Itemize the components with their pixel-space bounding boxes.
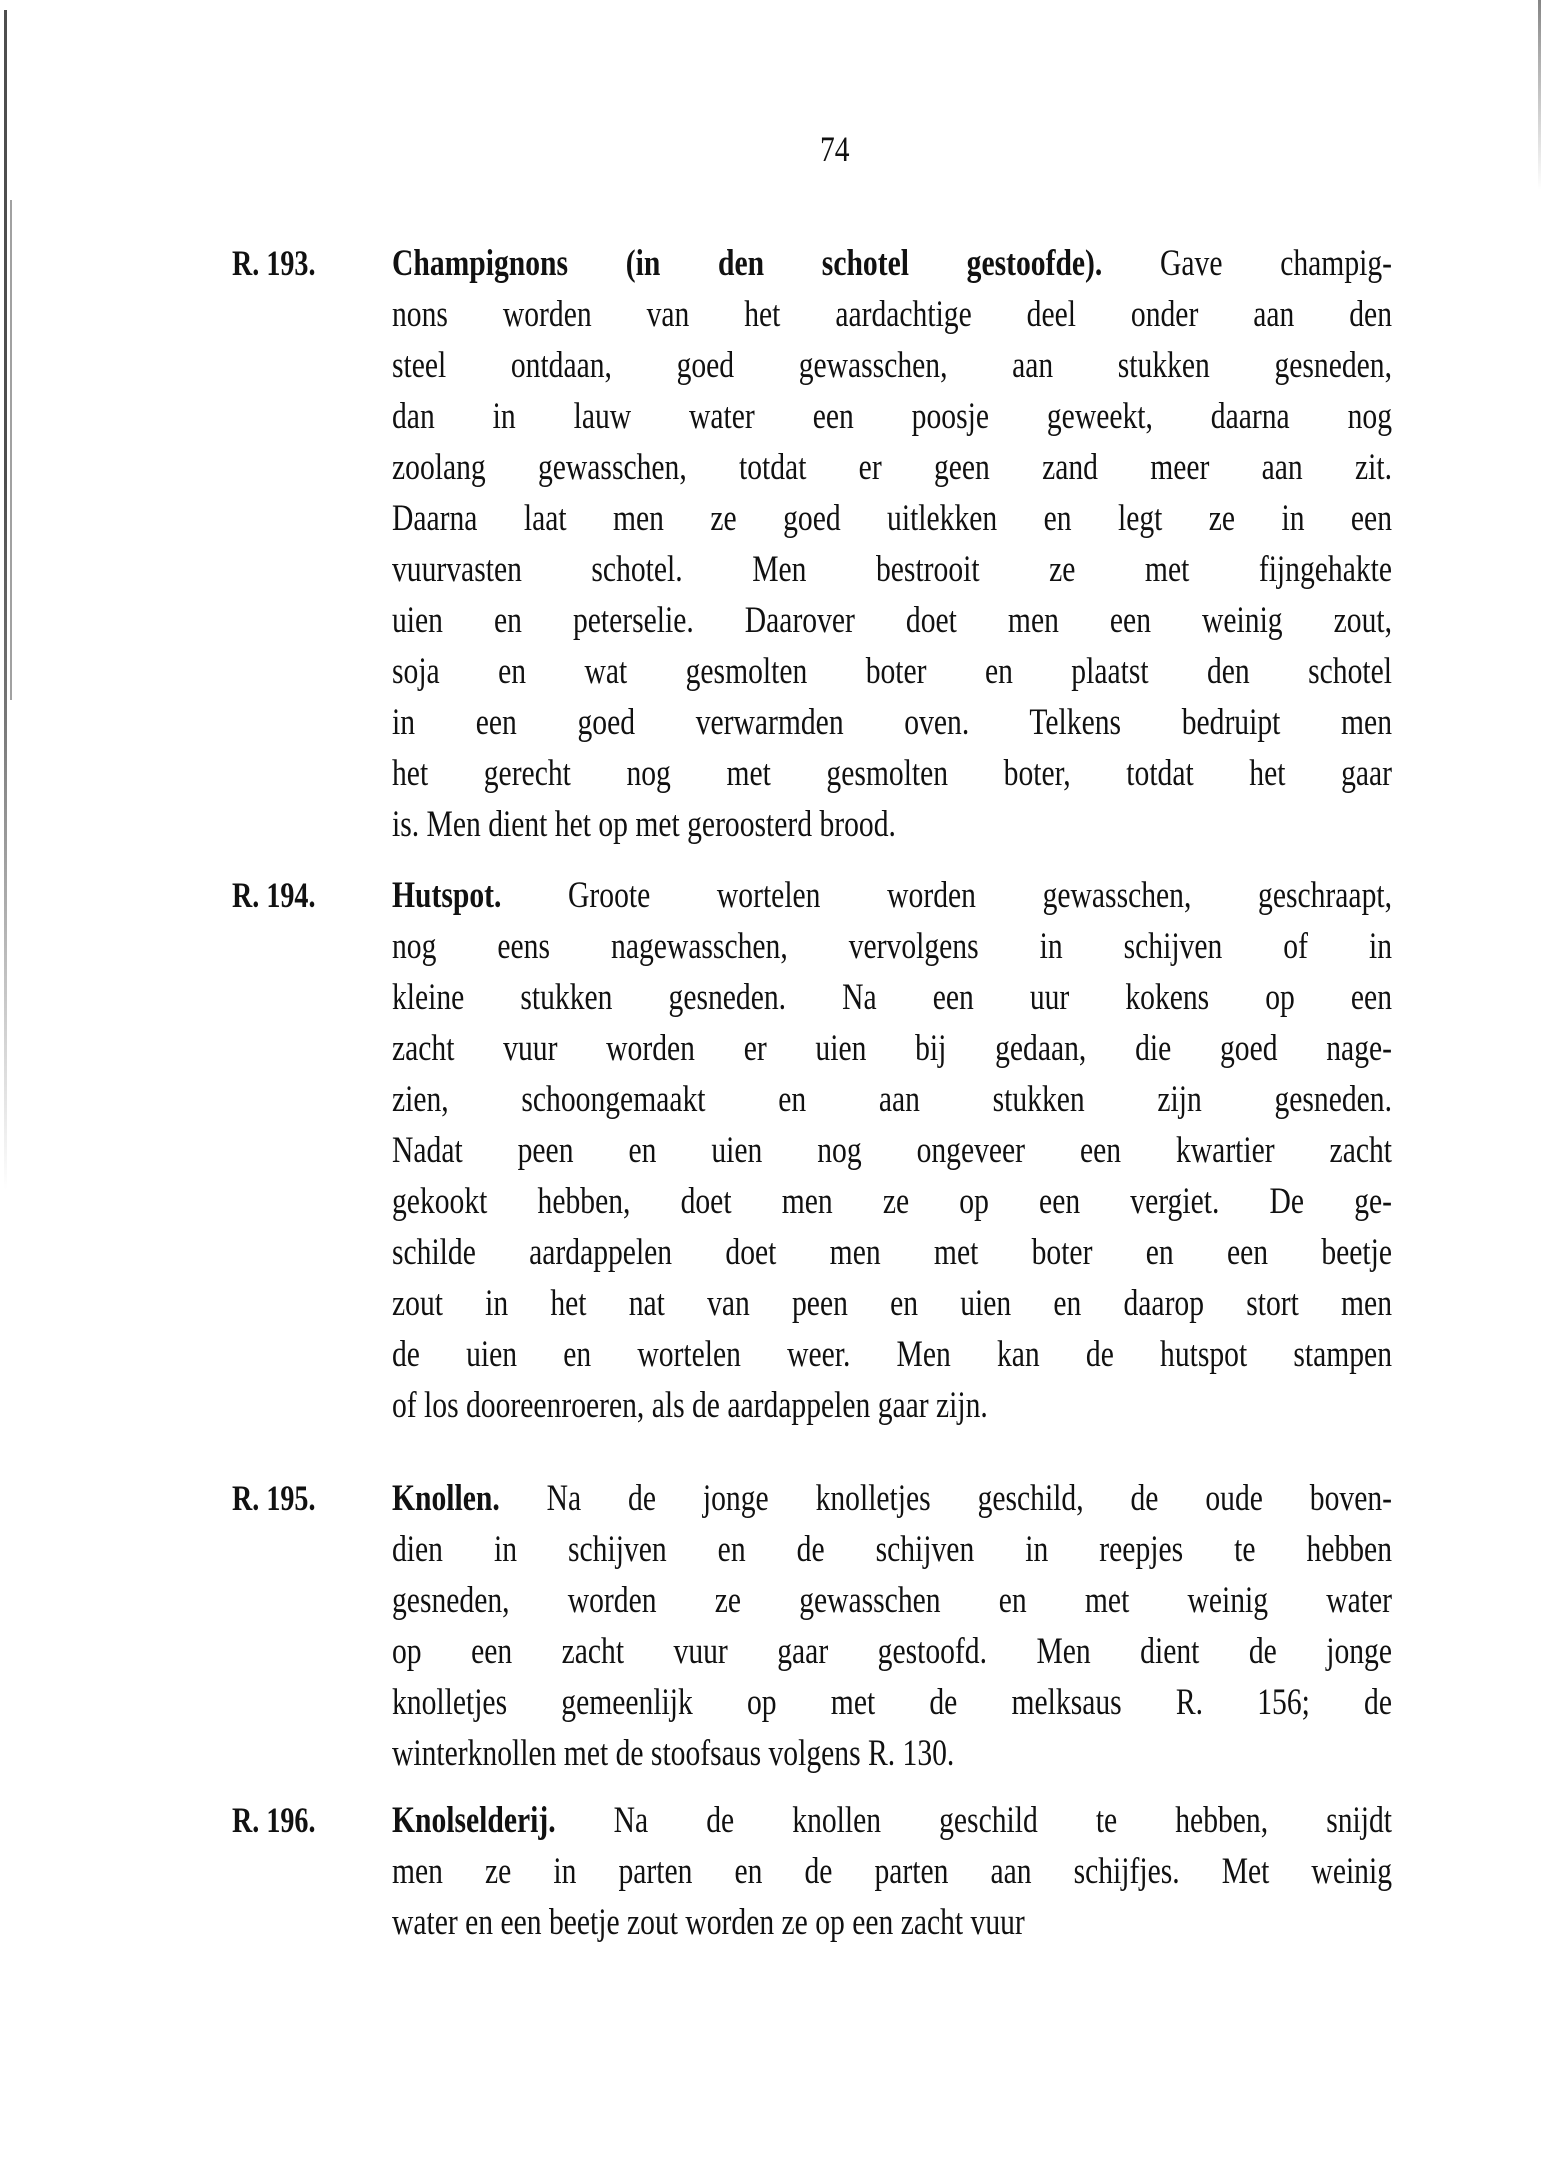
recipe-text: schilde aardappelen doet men met boter en een beetje [392,1232,1392,1273]
text-line-content [392,1524,1392,1575]
text-line [392,391,1392,442]
text-line [392,1176,1392,1227]
text-line [392,646,1392,697]
recipe-text: men ze in parten en de parten aan schijfjes. Met weinig [392,1851,1392,1892]
text-line-content [392,1728,1392,1779]
text-line [392,799,1392,850]
recipe-text: Na de knollen geschild te hebben, snijdt [555,1800,1392,1841]
text-line-content [392,870,1392,921]
text-line-content [392,1380,1392,1431]
text-line [392,972,1392,1023]
scan-edge-artifact-left-inner [10,200,12,700]
text-line-content [392,238,1392,289]
recipe-text: Groote wortelen worden gewasschen, geschraapt, [501,875,1392,916]
text-line [392,1278,1392,1329]
recipe-text: is. Men dient het op met geroosterd brood. [392,804,896,845]
page-number-text: 74 [820,129,850,169]
text-line [392,340,1392,391]
text-line-content [392,1677,1392,1728]
text-line-content [392,1575,1392,1626]
recipe-number: R. 193. [232,243,316,283]
text-line-content [392,1074,1392,1125]
text-line-content [392,1846,1392,1897]
text-line-content [392,391,1392,442]
recipe-title: Knolselderij. [392,1800,556,1841]
recipe-text: winterknollen met de stoofsaus volgens R. 130. [392,1733,955,1774]
text-line [392,1329,1392,1380]
text-line [392,1846,1392,1897]
text-line [392,921,1392,972]
text-line [392,238,1392,289]
recipe-text: nons worden van het aardachtige deel onder aan den [392,294,1392,335]
text-line [392,1023,1392,1074]
recipe-text: zoolang gewasschen, totdat er geen zand meer aan zit. [392,447,1392,488]
recipe-number: R. 194. [232,875,316,915]
text-line [392,1677,1392,1728]
page-number [150,128,1417,170]
text-line-content [392,697,1392,748]
recipe-text: uien en peterselie. Daarover doet men een weinig zout, [392,600,1392,641]
text-line-content [392,1176,1392,1227]
text-line [392,1575,1392,1626]
recipe-text: de uien en wortelen weer. Men kan de hutspot stampen [392,1334,1392,1375]
recipe-text: steel ontdaan, goed gewasschen, aan stukken gesneden, [392,345,1392,386]
recipe-body [392,1795,1392,1948]
text-line [392,697,1392,748]
text-line [392,1524,1392,1575]
recipe-text: dien in schijven en de schijven in reepjes te hebben [392,1529,1392,1570]
text-line-content [392,1125,1392,1176]
text-line-content [392,493,1392,544]
recipe-text: Daarna laat men ze goed uitlekken en legt ze in een [392,498,1392,539]
text-line-content [392,340,1392,391]
text-line-content [392,748,1392,799]
text-line-content [392,646,1392,697]
text-line-content [392,1795,1392,1846]
recipe-number: R. 195. [232,1478,316,1518]
recipe-body [392,238,1392,850]
recipe-title: Champignons (in den schotel gestoofde). [392,243,1103,284]
text-line-content [392,972,1392,1023]
recipe-text: zien, schoongemaakt en aan stukken zijn gesneden. [392,1079,1392,1120]
recipe-text: op een zacht vuur gaar gestoofd. Men dient de jonge [392,1631,1392,1672]
text-line-content [392,442,1392,493]
recipe-text: zacht vuur worden er uien bij gedaan, die goed nage- [392,1028,1392,1069]
recipe-text: gesneden, worden ze gewasschen en met weinig water [392,1580,1392,1621]
scan-edge-artifact-right [1538,0,1541,190]
recipe-text: Na de jonge knolletjes geschild, de oude boven- [499,1478,1392,1519]
recipe-text: Nadat peen en uien nog ongeveer een kwartier zacht [392,1130,1392,1171]
text-line [392,748,1392,799]
recipe-body [392,1473,1392,1779]
text-line-content [392,1897,1392,1948]
text-line [392,870,1392,921]
text-line [392,442,1392,493]
text-line-content [392,1473,1392,1524]
text-line [392,1074,1392,1125]
text-line-content [392,1227,1392,1278]
text-line-content [392,595,1392,646]
text-line [392,1897,1392,1948]
text-line-content [392,1329,1392,1380]
recipe-text: of los dooreenroeren, als de aardappelen gaar zijn. [392,1385,988,1426]
recipe-text: dan in lauw water een poosje geweekt, daarna nog [392,396,1392,437]
recipe-text: water en een beetje zout worden ze op een zacht vuur [392,1902,1025,1943]
recipe-text: soja en wat gesmolten boter en plaatst den schotel [392,651,1392,692]
recipe-title: Knollen. [392,1478,500,1519]
text-line-content [392,921,1392,972]
text-line-content [392,1626,1392,1677]
text-line-content [392,1023,1392,1074]
text-line-content [392,289,1392,340]
text-line [392,493,1392,544]
recipe-text: zout in het nat van peen en uien en daarop stort men [392,1283,1392,1324]
text-line [392,1227,1392,1278]
text-line [392,1125,1392,1176]
recipe-text: gekookt hebben, doet men ze op een vergiet. De ge- [392,1181,1392,1222]
recipe-text: het gerecht nog met gesmolten boter, totdat het gaar [392,753,1392,794]
text-line [392,595,1392,646]
text-line [392,1795,1392,1846]
recipe-text: knolletjes gemeenlijk op met de melksaus R. 156; de [392,1682,1392,1723]
recipe-number: R. 196. [232,1800,316,1840]
recipe-text: nog eens nagewasschen, vervolgens in schijven of in [392,926,1392,967]
scan-edge-artifact-left [4,10,7,1190]
text-line-content [392,544,1392,595]
text-line [392,1380,1392,1431]
text-line [392,1626,1392,1677]
text-line [392,1728,1392,1779]
recipe-text: Gave champig- [1102,243,1392,284]
text-line [392,289,1392,340]
recipe-body [392,870,1392,1431]
text-line [392,1473,1392,1524]
text-line [392,544,1392,595]
text-line-content [392,799,1392,850]
recipe-text: vuurvasten schotel. Men bestrooit ze met fijngehakte [392,549,1392,590]
recipe-title: Hutspot. [392,875,502,916]
recipe-text: in een goed verwarmden oven. Telkens bedruipt men [392,702,1392,743]
text-line-content [392,1278,1392,1329]
recipe-text: kleine stukken gesneden. Na een uur kokens op een [392,977,1392,1018]
